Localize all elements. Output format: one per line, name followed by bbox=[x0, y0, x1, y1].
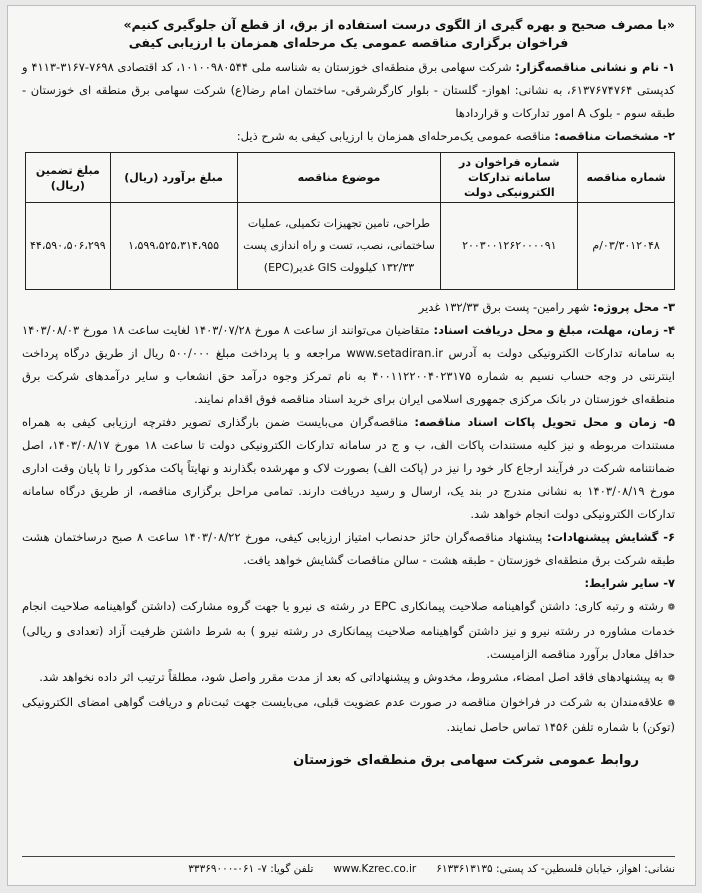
footer-phone: تلفن گویا: ۷- ۰۶۱-۳۳۳۶۹۰۰۰ bbox=[188, 863, 314, 875]
signature: روابط عمومی شرکت سهامی برق منطقه‌ای خوزستان bbox=[293, 753, 639, 768]
section-5 bbox=[22, 411, 675, 526]
table-header: شماره فراخوان در سامانه تدارکات الکترونیکی دولت bbox=[441, 153, 578, 203]
footer-address: نشانی: اهواز، خیابان فلسطین- کد پستی: ۶۱۳۳۶۱۳۱۳۵ bbox=[436, 863, 675, 875]
table-header-row bbox=[26, 153, 675, 203]
section-2 bbox=[22, 125, 675, 148]
section-1-label: ۱- نام و نشانی مناقصه‌گزار: bbox=[515, 60, 676, 74]
section-5-label: ۵- زمان و محل تحویل پاکات اسناد مناقصه: bbox=[414, 415, 676, 429]
condition-item: ❁به پیشنهادهای فاقد اصل امضاء، مشروط، مخدوش و پیشنهاداتی که بعد از مدت مقرر واصل شود، مطلقاً ترتیب اثر داده نخواهد شد. bbox=[39, 670, 675, 684]
section-3-label: ۳- محل پروژه: bbox=[592, 300, 675, 314]
slogan: «با مصرف صحیح و بهره گیری از الگوی درست استفاده از برق، از قطع آن جلوگیری کنیم» bbox=[123, 17, 675, 32]
tender-notice-page bbox=[7, 5, 696, 886]
section-3 bbox=[22, 296, 675, 319]
subject-cell: طراحی، تامین تجهیزات تکمیلی، عملیات ساختمانی، نصب، تست و راه اندازی پست ۱۳۲/۳۳ کیلوولت GIS غدیر(EPC) bbox=[237, 203, 441, 290]
estimate-cell: ۱،۵۹۹،۵۲۵،۳۱۴،۹۵۵ bbox=[110, 203, 237, 290]
guarantee-cell: ۴۴،۵۹۰،۵۰۶،۲۹۹ bbox=[26, 203, 111, 290]
section-6-label: ۶- گشایش پیشنهادات: bbox=[546, 530, 676, 544]
tender-number-cell: ۰۳/۳۰۱۲۰۴۸/م bbox=[578, 203, 675, 290]
table-header: مبلغ برآورد (ریال) bbox=[110, 153, 237, 203]
section-7-label: ۷- سایر شرایط: bbox=[584, 576, 675, 590]
section-6-text: پیشنهاد مناقصه‌گران حائز حدنصاب امتیاز ارزیابی کیفی، مورخ ۱۴۰۳/۰۸/۲۲ ساعت ۸ صبح درساختمان هشت طبقه شرکت برق منطقه‌ای خوزستان - طبقه هشت - سالن مناقصات گشایش خواهد یافت. bbox=[22, 530, 675, 567]
table-header: موضوع مناقصه bbox=[237, 153, 441, 203]
footer bbox=[22, 856, 675, 875]
section-1 bbox=[22, 56, 675, 125]
section-6 bbox=[22, 526, 675, 572]
condition-item: ❁علاقه‌مندان به شرکت در فراخوان مناقصه در صورت عدم عضویت قبلی، می‌بایست جهت ثبت‌نام و دریافت گواهی امضای الکترونیکی (توکن) با شماره تلفن ۱۴۵۶ تماس حاصل نمایند. bbox=[22, 695, 675, 734]
section-4-text: متقاضیان می‌توانند از ساعت ۸ مورخ ۱۴۰۳/۰۷/۲۸ لغایت ساعت ۱۸ مورخ ۱۴۰۳/۰۸/۰۳ به سامانه تدارکات الکترونیکی دولت به آدرس www.setadiran.ir مراجعه و با پرداخت مبلغ ۵۰۰/۰۰۰ ریال از طریق درگاه پرداخت اینترنتی در وجه حساب نسیم به شماره ۴۰۰۱۱۲۲۰۰۴۰۲۳۱۷۵ به نام تمرکز وجوه درآمد حق انشعاب و سایر درآمدهای شرکت برق منطقه‌ای خوزستان در بانک مرکزی جمهوری اسلامی ایران برای خرید اسناد مناقصه فوق اقدام نمایند. bbox=[22, 323, 676, 406]
bullet-icon: ❁ bbox=[667, 674, 675, 684]
section-5-text: مناقصه‌گران می‌بایست ضمن بارگذاری تصویر دفترچه ارزیابی کیفی به همراه مستندات مربوطه و نیز کلیه مستندات پاکات الف، ب و ج در سامانه تدارکات الکترونیکی دولت تا ساعت ۱۸ مورخ ۱۴۰۳/۰۸/۱۷، اصل ضمانتنامه شرکت در فرآیند ارجاع کار خود را نیز در (پاکت الف) بصورت لاک و مهرشده بگذارند و نهایتاً پاکت مذکور را تا پایان وقت اداری مورخ ۱۴۰۳/۰۸/۱۹ به نشانی مندرج در بند یک، ارسال و رسید دریافت دارند. تمامی مراحل برگزاری مناقصه، از طریق درگاه سامانه تدارکات الکترونیکی دولت انجام خواهد شد. bbox=[22, 415, 676, 521]
condition-item: ❁رشته و رتبه کاری: داشتن گواهینامه صلاحیت پیمانکاری EPC در رشته ی نیرو یا جهت گروه مشارکت (داشتن گواهینامه صلاحیت انجام خدمات مشاوره در رشته نیرو و نیز داشتن گواهینامه صلاحیت پیمانکاری در رشته نیرو ) به شرط داشتن ظرفیت آزاد (تعدادی و ریالی) حداقل معادل برآورد مناقصه الزامیست. bbox=[22, 599, 675, 661]
table-header: مبلغ تضمین (ریال) bbox=[26, 153, 111, 203]
notice-title: فراخوان برگزاری مناقصه عمومی یک مرحله‌ای همزمان با ارزیابی کیفی bbox=[128, 35, 569, 50]
footer-website[interactable]: www.Kzrec.co.ir bbox=[333, 863, 417, 875]
section-2-text: مناقصه عمومی یک‌مرحله‌ای همزمان با ارزیابی کیفی به شرح ذیل: bbox=[236, 129, 551, 143]
section-4 bbox=[22, 319, 675, 411]
section-3-text: شهر رامین- پست برق ۱۳۲/۳۳ غدیر bbox=[418, 300, 590, 314]
table-row bbox=[26, 203, 675, 290]
bullet-icon: ❁ bbox=[667, 699, 675, 709]
table-header: شماره مناقصه bbox=[578, 153, 675, 203]
bullet-icon: ❁ bbox=[667, 603, 675, 613]
section-7 bbox=[22, 572, 675, 595]
section-2-label: ۲- مشخصات مناقصه: bbox=[554, 129, 675, 143]
section-4-label: ۴- زمان، مهلت، مبلغ و محل دریافت اسناد: bbox=[433, 323, 676, 337]
call-number-cell: ۲۰۰۳۰۰۱۲۶۲۰۰۰۰۹۱ bbox=[441, 203, 578, 290]
section-1-text: شرکت سهامی برق منطقه‌ای خوزستان به شناسه ملی ۱۰۱۰۰۹۸۰۵۴۴، کد اقتصادی ۷۶۹۸-۳۱۶۷-۴۱۱۳ و کدپستی ۶۱۳۷۶۷۴۷۶۴، به نشانی: اهواز- گلستان - بلوار کارگرشرقی- ساختمان امام رضا(ع) شرکت سهامی برق منطقه ای خوزستان - طبقه سوم - بلوک A امور تدارکات و قراردادها bbox=[22, 60, 675, 120]
tender-table bbox=[25, 152, 675, 290]
